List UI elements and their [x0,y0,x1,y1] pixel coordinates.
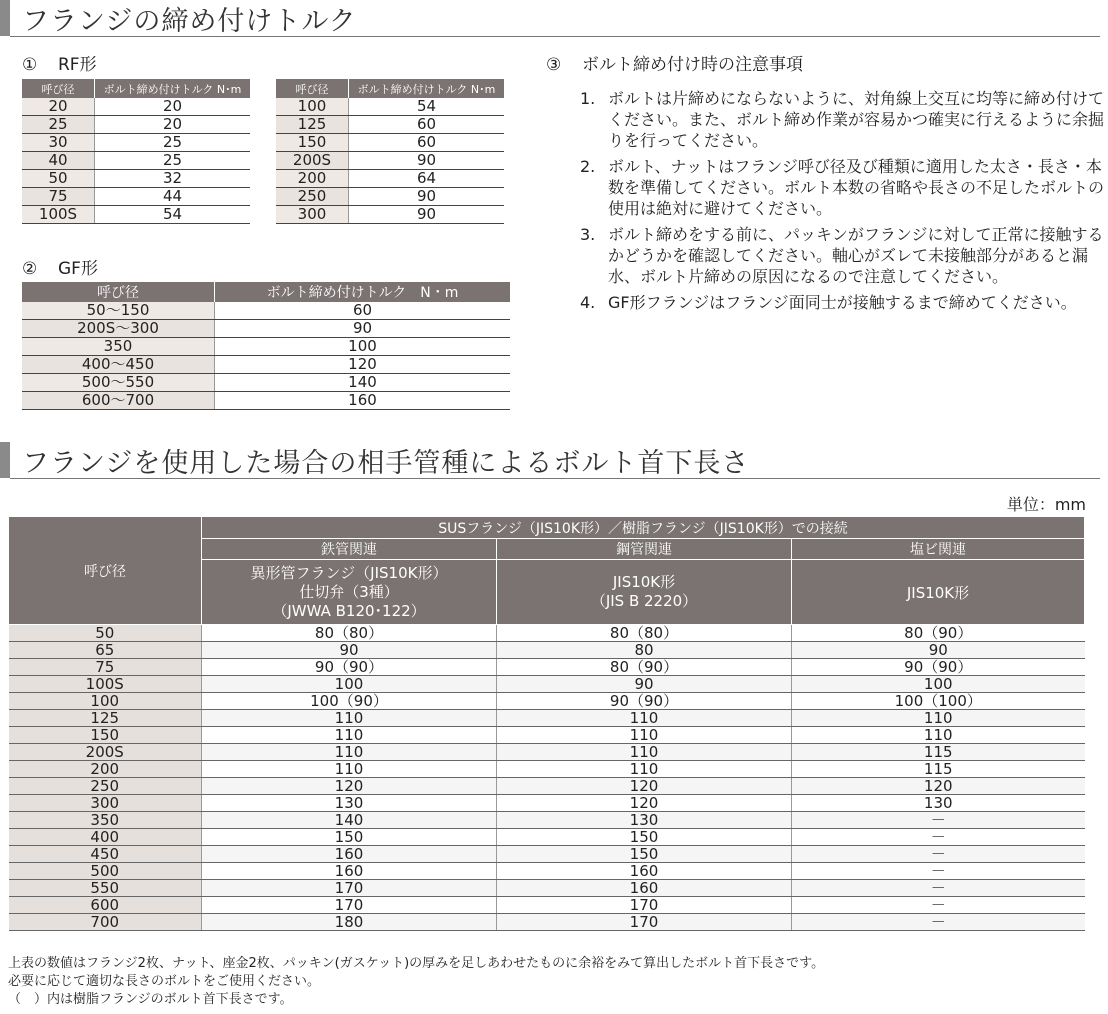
table-row [9,727,1085,744]
size-cell: 65 [9,642,202,659]
size-cell: 450 [9,846,202,863]
length-cell: 115 [792,744,1085,761]
torque-cell: 44 [95,188,251,206]
cat-steel: 鋼管関連 [497,539,792,560]
size-cell: 50～150 [22,302,215,320]
rf-col-size: 呼び径 [22,79,95,98]
table-row [22,134,250,152]
size-cell: 200S [9,744,202,761]
table-row [22,188,250,206]
table-row [9,761,1085,778]
length-cell: 100（90） [202,693,497,710]
torque-cell: 60 [215,302,511,320]
length-cell: 110 [497,761,792,778]
rf-col-torque: ボルト締め付けトルク N･m [349,79,505,98]
length-cell: 100 [792,676,1085,693]
torque-cell: 25 [95,152,251,170]
table-row [9,846,1085,863]
size-cell: 300 [9,795,202,812]
torque-cell: 20 [95,98,251,116]
table-row [9,778,1085,795]
size-cell: 100S [22,206,95,224]
torque-cell: 120 [215,356,511,374]
section-title-text: フランジの締め付けトルク [22,5,357,37]
size-cell: 125 [9,710,202,727]
length-cell: 150 [497,829,792,846]
size-cell: 150 [276,134,349,152]
size-cell: 50 [22,170,95,188]
length-cell: 80（80） [497,625,792,642]
length-cell: － [792,863,1085,880]
table-row [9,863,1085,880]
length-cell: 90 [792,642,1085,659]
length-cell: 120 [202,778,497,795]
torque-cell: 140 [215,374,511,392]
group-header: SUSフランジ（JIS10K形）／樹脂フランジ（JIS10K形）での接続 [202,517,1085,539]
length-cell: 160 [497,880,792,897]
length-cell: 160 [497,863,792,880]
length-cell: － [792,897,1085,914]
cat-iron: 鉄管関連 [202,539,497,560]
table-row [276,116,504,134]
length-cell: 160 [202,846,497,863]
size-cell: 700 [9,914,202,931]
size-cell: 200 [276,170,349,188]
torque-cell: 54 [349,98,505,116]
size-cell: 100 [276,98,349,116]
gf-col-torque: ボルト締め付けトルク N・m [215,282,511,302]
torque-cell: 90 [349,152,505,170]
table-row [22,338,510,356]
section-title-bolt-length [0,442,749,478]
gf-subtitle: ② GF形 [22,259,98,279]
size-cell: 550 [9,880,202,897]
rf-col-size: 呼び径 [276,79,349,98]
length-cell: 90 [202,642,497,659]
rf-table-left [22,79,250,224]
length-cell: 110 [202,761,497,778]
size-cell: 400 [9,829,202,846]
length-cell: 90（90） [497,693,792,710]
length-cell: － [792,812,1085,829]
length-cell: 110 [792,710,1085,727]
table-row [276,134,504,152]
length-cell: 110 [497,710,792,727]
size-cell: 20 [22,98,95,116]
torque-cell: 64 [349,170,505,188]
table-row [9,897,1085,914]
size-cell: 75 [9,659,202,676]
size-cell: 500～550 [22,374,215,392]
length-cell: 110 [202,744,497,761]
torque-cell: 90 [349,188,505,206]
note-number: 3. [580,225,596,244]
size-cell: 200S [276,152,349,170]
length-cell: 115 [792,761,1085,778]
length-cell: 130 [792,795,1085,812]
length-cell: 100（100） [792,693,1085,710]
size-cell: 25 [22,116,95,134]
size-cell: 75 [22,188,95,206]
size-cell: 40 [22,152,95,170]
table-row [9,795,1085,812]
table-row [9,744,1085,761]
table-row [9,914,1085,931]
length-cell: 140 [202,812,497,829]
torque-cell: 160 [215,392,511,410]
size-cell: 300 [276,206,349,224]
size-cell: 600 [9,897,202,914]
note-number: 1. [580,89,596,108]
size-cell: 400～450 [22,356,215,374]
table-row [276,188,504,206]
section-marker [0,442,10,478]
note-text: GF形フランジはフランジ面同士が接触するまで締めてください。 [608,293,1077,312]
size-cell: 50 [9,625,202,642]
length-cell: 180 [202,914,497,931]
gf-col-size: 呼び径 [22,282,215,302]
sub-pvc: JIS10K形 [792,560,1085,625]
rf-table-right [276,79,504,224]
table-row [22,374,510,392]
table-row [22,152,250,170]
table-row [22,302,510,320]
length-cell: 130 [202,795,497,812]
table-row [22,206,250,224]
length-cell: 80（90） [792,625,1085,642]
length-cell: 170 [497,914,792,931]
size-cell: 150 [9,727,202,744]
length-cell: － [792,846,1085,863]
length-cell: 110 [497,744,792,761]
note-text: ボルト締めをする前に、パッキンがフランジに対して正常に接触するかどうかを確認してください。軸心がズレて未接触部分があると漏水、ボルト片締めの原因になるので注意してください。 [608,225,1104,286]
torque-cell: 90 [215,320,511,338]
section-underline [10,478,1100,479]
torque-cell: 100 [215,338,511,356]
table-row [9,710,1085,727]
length-cell: 130 [497,812,792,829]
length-cell: 170 [497,897,792,914]
note-number: 4. [580,293,596,312]
torque-cell: 25 [95,134,251,152]
length-cell: 120 [497,778,792,795]
size-cell: 30 [22,134,95,152]
length-cell: 170 [202,880,497,897]
length-cell: 120 [792,778,1085,795]
length-cell: 110 [202,727,497,744]
col-size: 呼び径 [9,517,202,625]
sub-steel: JIS10K形 （JIS B 2220） [497,560,792,625]
torque-cell: 32 [95,170,251,188]
size-cell: 100 [9,693,202,710]
table-row [9,659,1085,676]
rf-col-torque: ボルト締め付けトルク N･m [95,79,251,98]
note-number: 2. [580,157,596,176]
size-cell: 500 [9,863,202,880]
length-cell: 160 [202,863,497,880]
length-cell: 150 [497,846,792,863]
bolt-length-table [8,516,1085,931]
size-cell: 250 [9,778,202,795]
section-title-text: フランジを使用した場合の相手管種によるボルト首下長さ [22,447,750,479]
length-cell: － [792,914,1085,931]
sub-iron: 異形管フランジ（JIS10K形） 仕切弁（3種） （JWWA B120･122） [202,560,497,625]
section-title-torque [0,0,357,36]
size-cell: 200S～300 [22,320,215,338]
note-item [580,156,1105,219]
table-row [22,116,250,134]
size-cell: 350 [9,812,202,829]
table-row [276,170,504,188]
length-cell: 170 [202,897,497,914]
note-item [580,88,1105,151]
table-row [22,320,510,338]
torque-cell: 54 [95,206,251,224]
torque-cell: 90 [349,206,505,224]
length-cell: － [792,880,1085,897]
length-cell: 90（90） [792,659,1085,676]
table-row [276,206,504,224]
length-cell: 110 [497,727,792,744]
cat-pvc: 塩ビ関連 [792,539,1085,560]
gf-table [22,282,510,410]
footnotes: 上表の数値はフランジ2枚、ナット、座金2枚、パッキン(ガスケット)の厚みを足しあわせたものに余裕をみて算出したボルト首下長さです。 必要に応じて適切な長さのボルトをご使用ください。 （ ）内は樹脂フランジのボルト首下長さです。 [8,956,825,1007]
length-cell: 110 [792,727,1085,744]
length-cell: － [792,829,1085,846]
note-text: ボルトは片締めにならないように、対角線上交互に均等に締め付けてください。また、ボルト締め作業が容易かつ確実に行えるように余掘りを行ってください。 [608,89,1105,150]
table-row [276,98,504,116]
size-cell: 200 [9,761,202,778]
torque-cell: 20 [95,116,251,134]
length-cell: 80 [497,642,792,659]
table-row [22,356,510,374]
notes-list [580,88,1105,318]
length-cell: 110 [202,710,497,727]
size-cell: 600～700 [22,392,215,410]
table-row [9,880,1085,897]
length-cell: 90（90） [202,659,497,676]
size-cell: 350 [22,338,215,356]
size-cell: 250 [276,188,349,206]
rf-subtitle: ① RF形 [22,55,97,75]
table-row [22,170,250,188]
table-row [276,152,504,170]
table-row [9,676,1085,693]
size-cell: 100S [9,676,202,693]
length-cell: 90 [497,676,792,693]
length-cell: 100 [202,676,497,693]
table-row [22,98,250,116]
note-text: ボルト、ナットはフランジ呼び径及び種類に適用した太さ・長さ・本数を準備してください。ボルト本数の省略や長さの不足したボルトの使用は絶対に避けてください。 [608,157,1105,218]
notes-subtitle: ③ ボルト締め付け時の注意事項 [546,55,803,75]
length-cell: 150 [202,829,497,846]
note-item [580,224,1105,287]
torque-cell: 60 [349,134,505,152]
length-cell: 80（80） [202,625,497,642]
table-row [9,625,1085,642]
unit-label: 単位：mm [1006,495,1086,514]
note-item [580,292,1105,313]
table-row [9,812,1085,829]
length-cell: 120 [497,795,792,812]
length-cell: 80（90） [497,659,792,676]
table-row [9,829,1085,846]
table-row [22,392,510,410]
section-marker [0,0,10,36]
table-row [9,642,1085,659]
table-row [9,693,1085,710]
size-cell: 125 [276,116,349,134]
section-underline [10,36,1100,37]
torque-cell: 60 [349,116,505,134]
